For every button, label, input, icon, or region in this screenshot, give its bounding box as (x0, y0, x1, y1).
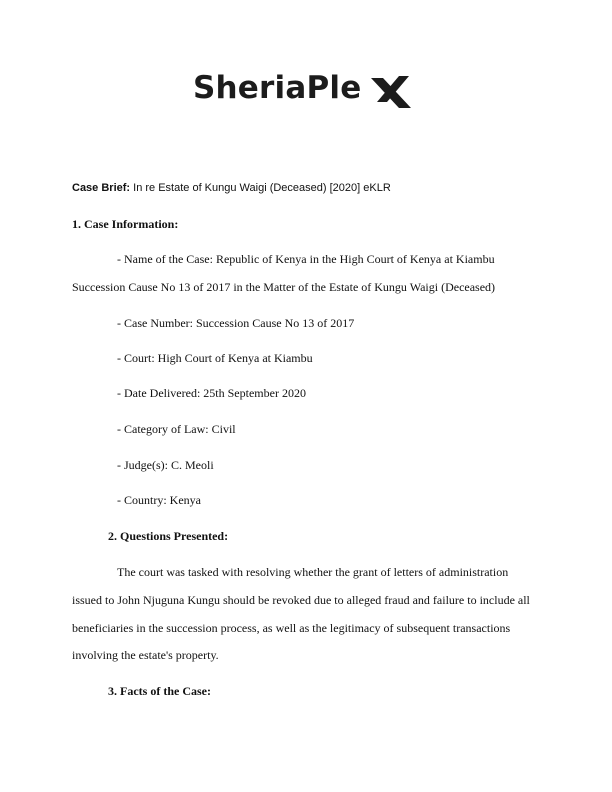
case-number: - Case Number: Succession Cause No 13 of 2017 (117, 316, 355, 330)
sheriaplex-logo (193, 70, 423, 120)
section-1-heading: 1. Case Information: (72, 217, 179, 231)
case-brief-name: In re Estate of Kungu Waigi (Deceased) [2020] eKLR (133, 182, 391, 194)
logo-wordmark: SheriaPle (193, 70, 362, 106)
questions-line-2: issued to John Njuguna Kungu should be revoked due to alleged fraud and failure to include all (72, 593, 530, 607)
case-brief-label: Case Brief: (72, 182, 131, 194)
section-2-heading: 2. Questions Presented: (108, 529, 229, 543)
court: - Court: High Court of Kenya at Kiambu (117, 351, 313, 365)
questions-line-3: beneficiaries in the succession process, as well as the legitimacy of subsequent transactions (72, 621, 511, 635)
date-delivered: - Date Delivered: 25th September 2020 (117, 386, 306, 400)
country: - Country: Kenya (117, 493, 201, 507)
questions-line-4: involving the estate's property. (72, 648, 219, 662)
logo-x-mark (369, 74, 413, 112)
judges: - Judge(s): C. Meoli (117, 458, 214, 472)
case-name-line-2: Succession Cause No 13 of 2017 in the Matter of the Estate of Kungu Waigi (Deceased) (72, 280, 496, 294)
case-brief-title (72, 181, 391, 195)
section-3-heading: 3. Facts of the Case: (108, 684, 211, 698)
case-name-line-1: - Name of the Case: Republic of Kenya in the High Court of Kenya at Kiambu (117, 252, 495, 266)
questions-line-1: The court was tasked with resolving whether the grant of letters of administration (117, 565, 509, 579)
category-of-law: - Category of Law: Civil (117, 422, 236, 436)
